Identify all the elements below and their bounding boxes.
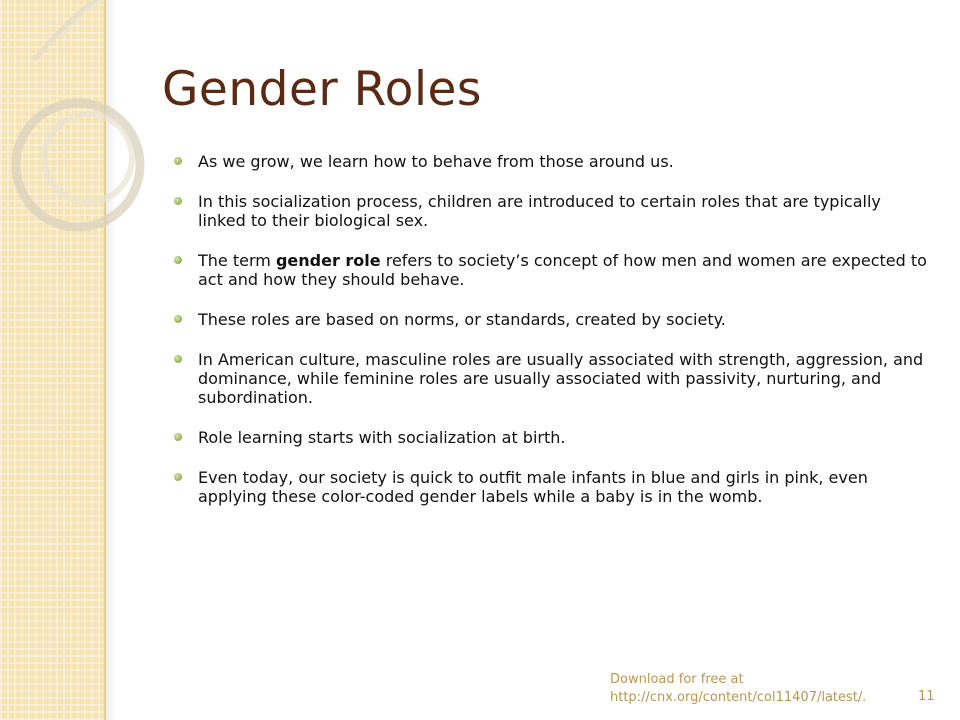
footer-source [610, 671, 880, 707]
bullet-item [170, 310, 930, 329]
sidebar-texture [0, 0, 104, 720]
bullet-text-bold: gender role [275, 251, 381, 270]
bullet-icon [174, 355, 182, 363]
bullet-item [170, 251, 930, 289]
bullet-icon [174, 197, 182, 205]
bullet-item [170, 350, 930, 407]
bullet-text-pre: The term [198, 251, 276, 270]
bullet-item [170, 428, 930, 447]
bullet-text-post: refers to society’s concept of how men and women are expected to act and how they should behave. [198, 251, 927, 289]
slide-title: Gender Roles [162, 62, 482, 117]
bullet-text: In this socialization process, children are introduced to certain roles that are typically linked to their biological sex. [198, 192, 881, 230]
bullet-text: Even today, our society is quick to outfit male infants in blue and girls in pink, even applying these color-coded gender labels while a baby is in the womb. [198, 468, 868, 506]
bullet-text: In American culture, masculine roles are usually associated with strength, aggression, and dominance, while feminine roles are usually associated with passivity, nurturing, and subordination. [198, 350, 924, 407]
bullet-item [170, 468, 930, 506]
bullet-icon [174, 256, 182, 264]
bullet-item [170, 152, 930, 171]
bullet-icon [174, 433, 182, 441]
sidebar-shadow [106, 0, 116, 720]
bullet-text: As we grow, we learn how to behave from those around us. [198, 152, 674, 171]
bullet-icon [174, 315, 182, 323]
footer-link[interactable]: http://cnx.org/content/col11407/latest/. [610, 690, 867, 705]
bullet-icon [174, 473, 182, 481]
bullet-text: These roles are based on norms, or standards, created by society. [198, 310, 726, 329]
page-number: 11 [918, 689, 935, 704]
bullet-text: Role learning starts with socialization at birth. [198, 428, 566, 447]
bullet-item [170, 192, 930, 230]
footer-line-1: Download for free at [610, 672, 744, 687]
bullet-icon [174, 157, 182, 165]
bullet-list [170, 152, 930, 527]
